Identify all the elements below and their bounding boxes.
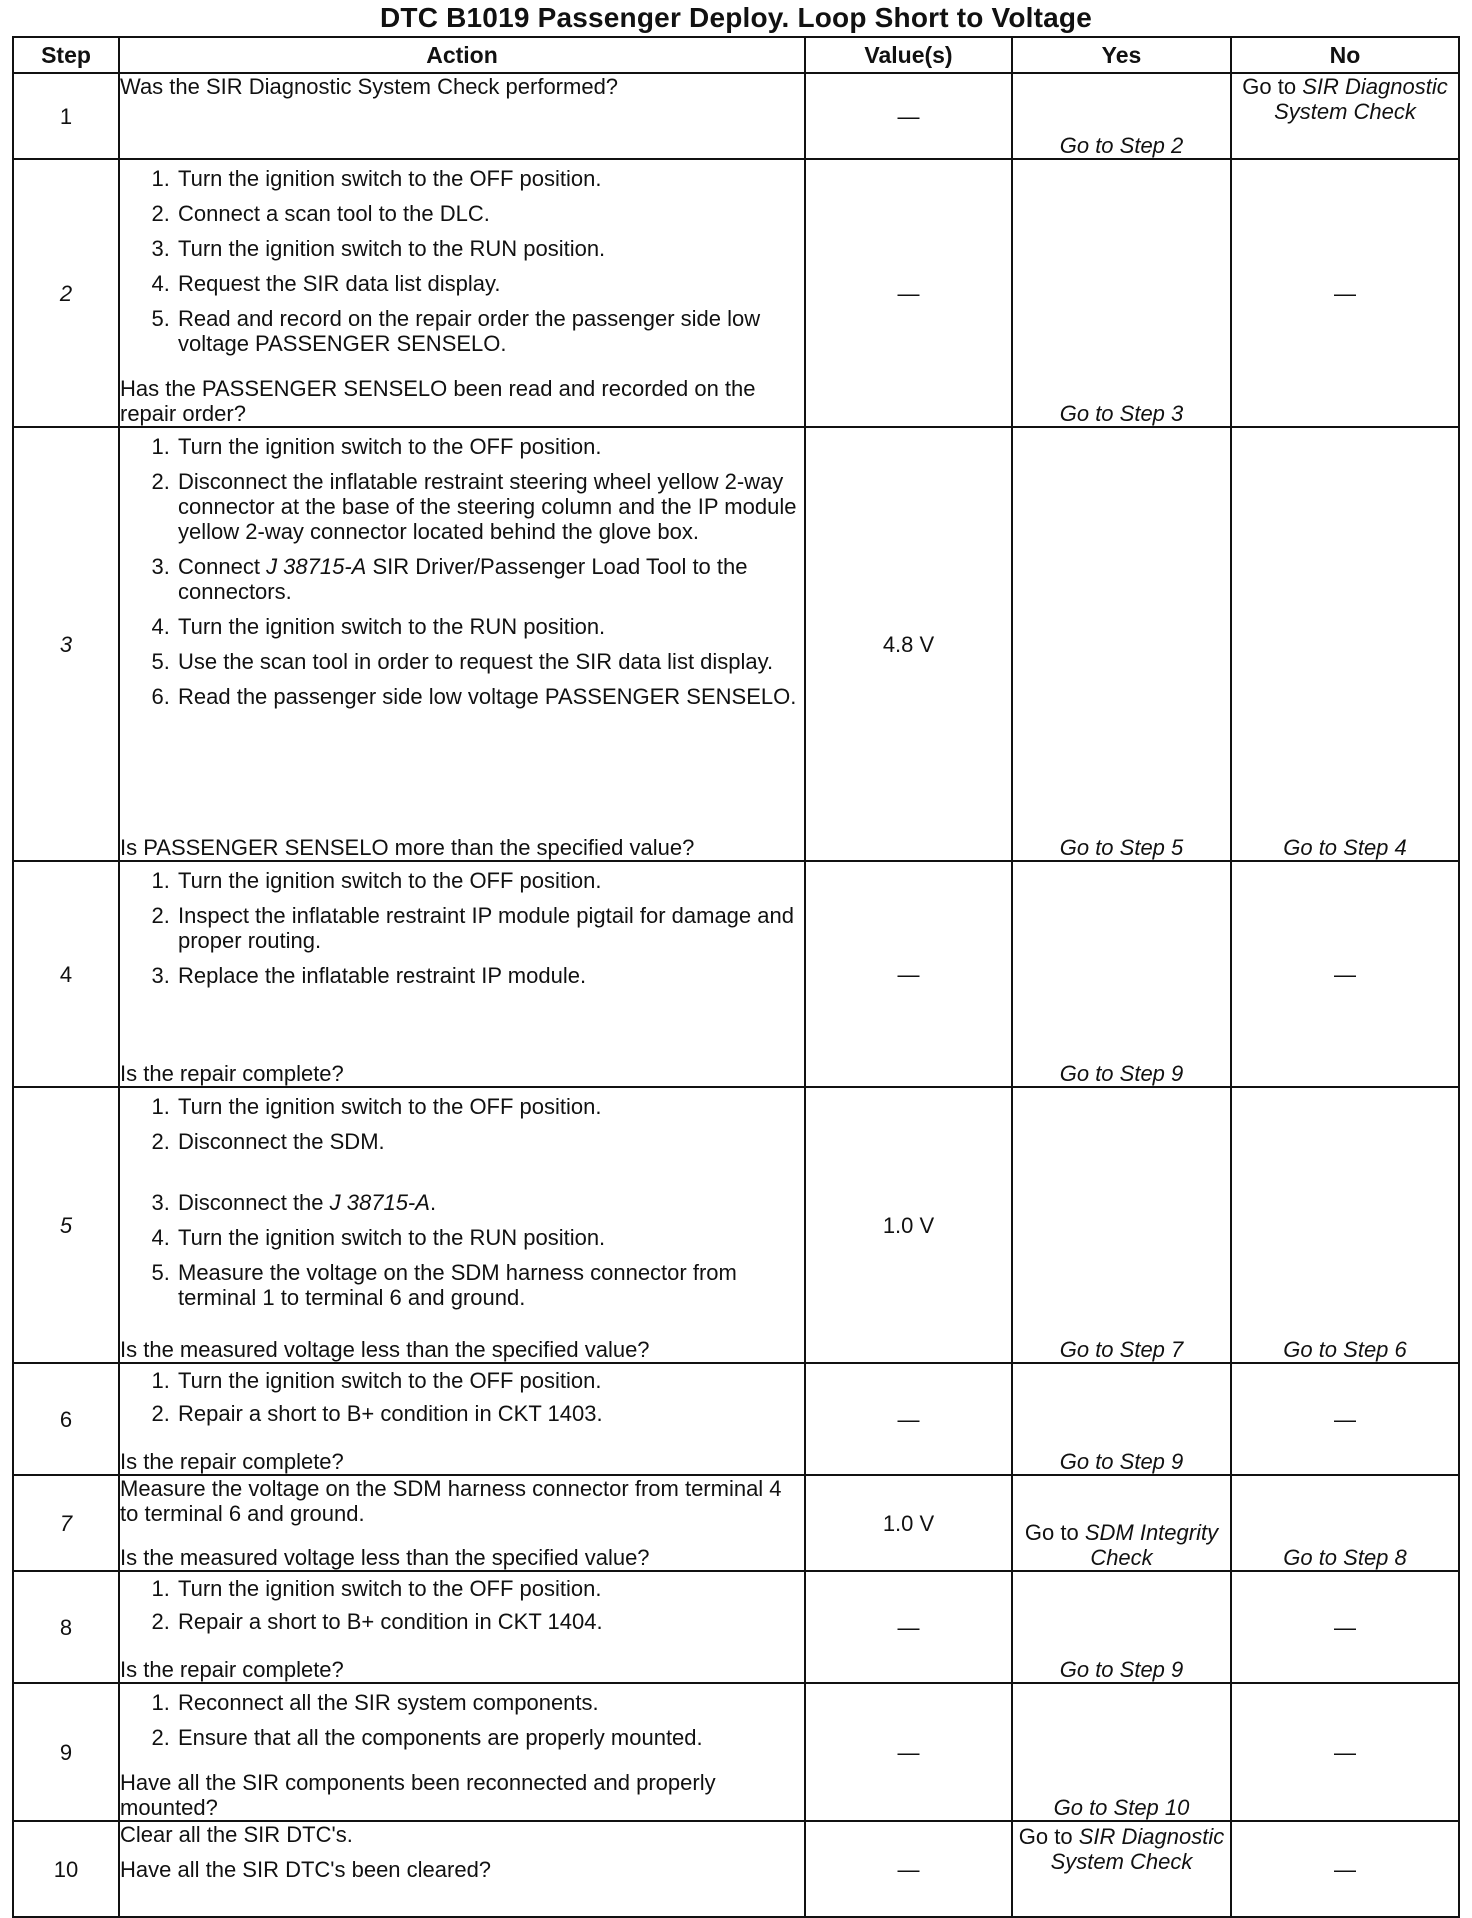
table-row <box>13 73 1459 159</box>
no-cell: — <box>1231 1363 1459 1475</box>
instruction-item: 2. Inspect the inflatable restraint IP module pigtail for damage and proper routing. <box>176 903 804 953</box>
header-step: Step <box>13 37 119 73</box>
no-cell: — <box>1231 1821 1459 1917</box>
instruction-item: 5. Measure the voltage on the SDM harness connector from terminal 1 to terminal 6 and ground. <box>176 1260 804 1310</box>
no-cell: — <box>1231 159 1459 427</box>
table-row <box>13 1087 1459 1363</box>
instruction-item: 4. Turn the ignition switch to the RUN position. <box>176 1225 804 1250</box>
instruction-list <box>120 1576 804 1640</box>
tool-name: J 38715-A <box>329 1190 430 1215</box>
value-cell: — <box>805 1821 1012 1917</box>
instruction-item <box>176 554 804 604</box>
action-cell <box>119 427 805 861</box>
instruction-list <box>120 166 804 366</box>
step-number: 10 <box>13 1821 119 1917</box>
instruction-item: 1. Turn the ignition switch to the OFF position. <box>176 1368 804 1393</box>
step-number: 6 <box>13 1363 119 1475</box>
action-cell <box>119 159 805 427</box>
action-cell <box>119 861 805 1087</box>
question-text: Is the measured voltage less than the specified value? <box>120 1337 650 1362</box>
instruction-item: 1. Turn the ignition switch to the OFF position. <box>176 166 804 191</box>
instruction-text: Connect <box>178 554 267 579</box>
header-action: Action <box>119 37 805 73</box>
no-cell: — <box>1231 1571 1459 1683</box>
instruction-text: . <box>429 1190 437 1215</box>
value-cell: — <box>805 1571 1012 1683</box>
step-number: 8 <box>13 1571 119 1683</box>
goto-prefix: Go to <box>1018 1824 1073 1849</box>
action-cell <box>119 1363 805 1475</box>
instruction-item: 4. Turn the ignition switch to the RUN position. <box>176 614 804 639</box>
action-cell <box>119 73 805 159</box>
action-cell <box>119 1821 805 1917</box>
question-text: Is the repair complete? <box>120 1061 344 1086</box>
yes-cell: Go to Step 9 <box>1012 861 1231 1087</box>
action-cell <box>119 1683 805 1821</box>
instruction-item: 4. Request the SIR data list display. <box>176 271 804 296</box>
instruction-list <box>120 1690 804 1754</box>
tool-name: J 38715-A <box>266 554 367 579</box>
yes-cell <box>1012 1821 1231 1917</box>
question-text: Is the repair complete? <box>120 1449 344 1474</box>
step-number: 4 <box>13 861 119 1087</box>
instruction-text: Disconnect the <box>178 1190 330 1215</box>
instruction-item: 2. Repair a short to B+ condition in CKT 1404. <box>176 1609 804 1634</box>
instruction-list <box>120 1094 804 1320</box>
instruction-item: 2. Disconnect the SDM. <box>176 1129 804 1154</box>
goto-prefix: Go to <box>1242 74 1297 99</box>
instruction-item: 1. Turn the ignition switch to the OFF position. <box>176 1094 804 1119</box>
instruction-item: 3. Turn the ignition switch to the RUN position. <box>176 236 804 261</box>
instruction-item: 1. Turn the ignition switch to the OFF position. <box>176 868 804 893</box>
value-cell: 1.0 V <box>805 1087 1012 1363</box>
instruction-item: 1. Turn the ignition switch to the OFF position. <box>176 1576 804 1601</box>
action-cell <box>119 1475 805 1571</box>
page-title: DTC B1019 Passenger Deploy. Loop Short to Voltage <box>379 2 1092 33</box>
no-cell <box>1231 73 1459 159</box>
step-number: 7 <box>13 1475 119 1571</box>
table-row <box>13 1571 1459 1683</box>
table-row <box>13 1475 1459 1571</box>
instruction-item <box>176 1190 804 1215</box>
yes-cell: Go to Step 5 <box>1012 427 1231 861</box>
step-number: 2 <box>13 159 119 427</box>
instruction-item: 5. Use the scan tool in order to request the SIR data list display. <box>176 649 804 674</box>
instruction-list <box>120 868 804 998</box>
instruction-item: 2. Disconnect the inflatable restraint steering wheel yellow 2-way connector at the base of the steering column and the IP module yellow 2-way connector located behind the glove box. <box>176 469 804 544</box>
question-text: Is the measured voltage less than the specified value? <box>120 1545 650 1570</box>
instruction-text: SIR Driver/Passenger Load Tool to the connectors. <box>178 554 748 604</box>
diagnostic-table <box>12 36 1460 1918</box>
yes-cell: Go to Step 7 <box>1012 1087 1231 1363</box>
table-row <box>13 1683 1459 1821</box>
header-values: Value(s) <box>805 37 1012 73</box>
header-no: No <box>1231 37 1459 73</box>
question-text: Is PASSENGER SENSELO more than the specified value? <box>120 835 695 860</box>
instruction-item: 3. Replace the inflatable restraint IP module. <box>176 963 804 988</box>
instruction-text: Clear all the SIR DTC's. <box>120 1822 353 1847</box>
instruction-item: 2. Ensure that all the components are properly mounted. <box>176 1725 804 1750</box>
no-cell: — <box>1231 1683 1459 1821</box>
table-row <box>13 159 1459 427</box>
instruction-item: 2. Connect a scan tool to the DLC. <box>176 201 804 226</box>
header-yes: Yes <box>1012 37 1231 73</box>
value-cell: — <box>805 1363 1012 1475</box>
no-cell: Go to Step 6 <box>1231 1087 1459 1363</box>
no-cell: Go to Step 4 <box>1231 427 1459 861</box>
no-cell: — <box>1231 861 1459 1087</box>
goto-target: SIR Diagnostic System Check <box>1050 1824 1225 1874</box>
table-row <box>13 427 1459 861</box>
question-text: Was the SIR Diagnostic System Check performed? <box>120 74 619 99</box>
action-cell <box>119 1087 805 1363</box>
step-number: 1 <box>13 73 119 159</box>
value-cell: — <box>805 159 1012 427</box>
yes-cell: Go to Step 9 <box>1012 1571 1231 1683</box>
instruction-item: 1. Turn the ignition switch to the OFF position. <box>176 434 804 459</box>
instruction-list <box>120 1368 804 1432</box>
goto-target: SDM Integrity Check <box>1084 1520 1219 1570</box>
instruction-item: 2. Repair a short to B+ condition in CKT 1403. <box>176 1401 804 1426</box>
value-cell: — <box>805 1683 1012 1821</box>
action-cell <box>119 1571 805 1683</box>
step-number: 3 <box>13 427 119 861</box>
step-number: 9 <box>13 1683 119 1821</box>
table-header-row <box>13 37 1459 73</box>
value-cell: 4.8 V <box>805 427 1012 861</box>
table-row <box>13 1821 1459 1917</box>
instruction-item: 1. Reconnect all the SIR system components. <box>176 1690 804 1715</box>
question-text: Is the repair complete? <box>120 1657 344 1682</box>
instruction-text: Measure the voltage on the SDM harness connector from terminal 4 to terminal 6 and ground. <box>120 1476 782 1526</box>
yes-cell <box>1012 1475 1231 1571</box>
instruction-item: 6. Read the passenger side low voltage PASSENGER SENSELO. <box>176 684 804 709</box>
question-text: Have all the SIR components been reconnected and properly mounted? <box>120 1770 716 1820</box>
yes-cell: Go to Step 10 <box>1012 1683 1231 1821</box>
instruction-item: 5. Read and record on the repair order the passenger side low voltage PASSENGER SENSELO. <box>176 306 804 356</box>
question-text: Have all the SIR DTC's been cleared? <box>120 1857 492 1882</box>
yes-cell: Go to Step 2 <box>1012 73 1231 159</box>
instruction-list <box>120 434 804 719</box>
yes-cell: Go to Step 9 <box>1012 1363 1231 1475</box>
table-row <box>13 861 1459 1087</box>
goto-target: SIR Diagnostic System Check <box>1274 74 1448 124</box>
yes-cell: Go to Step 3 <box>1012 159 1231 427</box>
value-cell: — <box>805 73 1012 159</box>
table-row <box>13 1363 1459 1475</box>
question-text: Has the PASSENGER SENSELO been read and recorded on the repair order? <box>120 376 756 426</box>
goto-prefix: Go to <box>1024 1520 1079 1545</box>
value-cell: 1.0 V <box>805 1475 1012 1571</box>
value-cell: — <box>805 861 1012 1087</box>
step-number: 5 <box>13 1087 119 1363</box>
no-cell: Go to Step 8 <box>1231 1475 1459 1571</box>
